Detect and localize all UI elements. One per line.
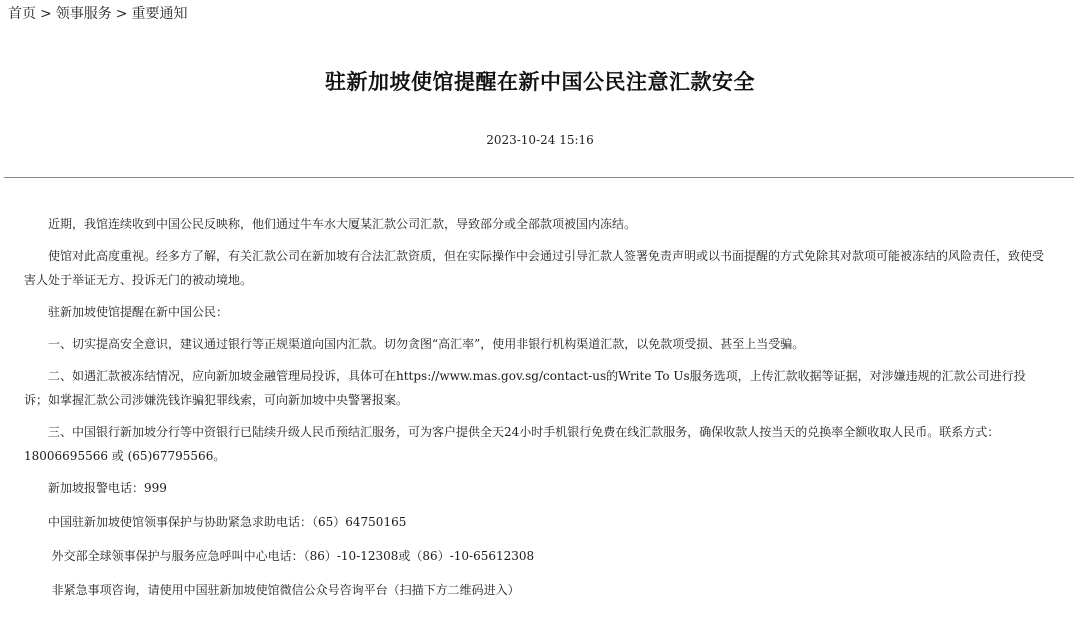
paragraph: 外交部全球领事保护与服务应急呼叫中心电话：（86）-10-12308或（86）-10-65612308 [51,549,535,563]
breadcrumb [8,4,187,24]
paragraph: 驻新加坡使馆提醒在新中国公民： [48,305,229,319]
paragraph: 近期，我馆连续收到中国公民反映称，他们通过牛车水大厦某汇款公司汇款，导致部分或全部款项被国内冻结。 [48,217,637,231]
breadcrumb-separator: > [115,6,128,22]
page-title: 驻新加坡使馆提醒在新中国公民注意汇款安全 [325,69,755,94]
breadcrumb-home-link[interactable]: 首页 [8,6,36,22]
paragraph: 新加坡报警电话：999 [48,481,167,495]
breadcrumb-current: 重要通知 [131,6,188,22]
breadcrumb-section-link[interactable]: 领事服务 [55,6,112,22]
paragraph: 三、中国银行新加坡分行等中资银行已陆续升级人民币预结汇服务，可为客户提供全天24小时手机银行免费在线汇款服务，确保收款人按当天的兑换率全额收取人民币。联系方式：18006695566 或 (65)67795566。 [24,425,1000,463]
article-body [24,212,1044,610]
paragraph: 一、切实提高安全意识，建议通过银行等正规渠道向国内汇款。切勿贪图“高汇率”，使用非银行机构渠道汇款，以免款项受损、甚至上当受骗。 [48,337,805,351]
publish-date: 2023-10-24 15:16 [486,133,594,147]
title-divider [4,177,1074,178]
breadcrumb-separator: > [40,6,52,22]
paragraph: 使馆对此高度重视。经多方了解，有关汇款公司在新加坡有合法汇款资质，但在实际操作中会通过引导汇款人签署免责声明或以书面提醒的方式免除其对款项可能被冻结的风险责任，致使受害人处于举证无方、投诉无门的被动境地。 [24,249,1045,287]
paragraph: 二、如遇汇款被冻结情况，应向新加坡金融管理局投诉，具体可在https://www.mas.gov.sg/contact-us的Write To Us服务选项，上传汇款收据等证据，对涉嫌违规的汇款公司进行投诉；如掌握汇款公司涉嫌洗钱诈骗犯罪线索，可向新加坡中央警署报案。 [24,369,1026,407]
paragraph: 中国驻新加坡使馆领事保护与协助紧急求助电话：（65）64750165 [48,515,407,529]
paragraph: 非紧急事项咨询，请使用中国驻新加坡使馆微信公众号咨询平台（扫描下方二维码进入） [51,583,520,597]
